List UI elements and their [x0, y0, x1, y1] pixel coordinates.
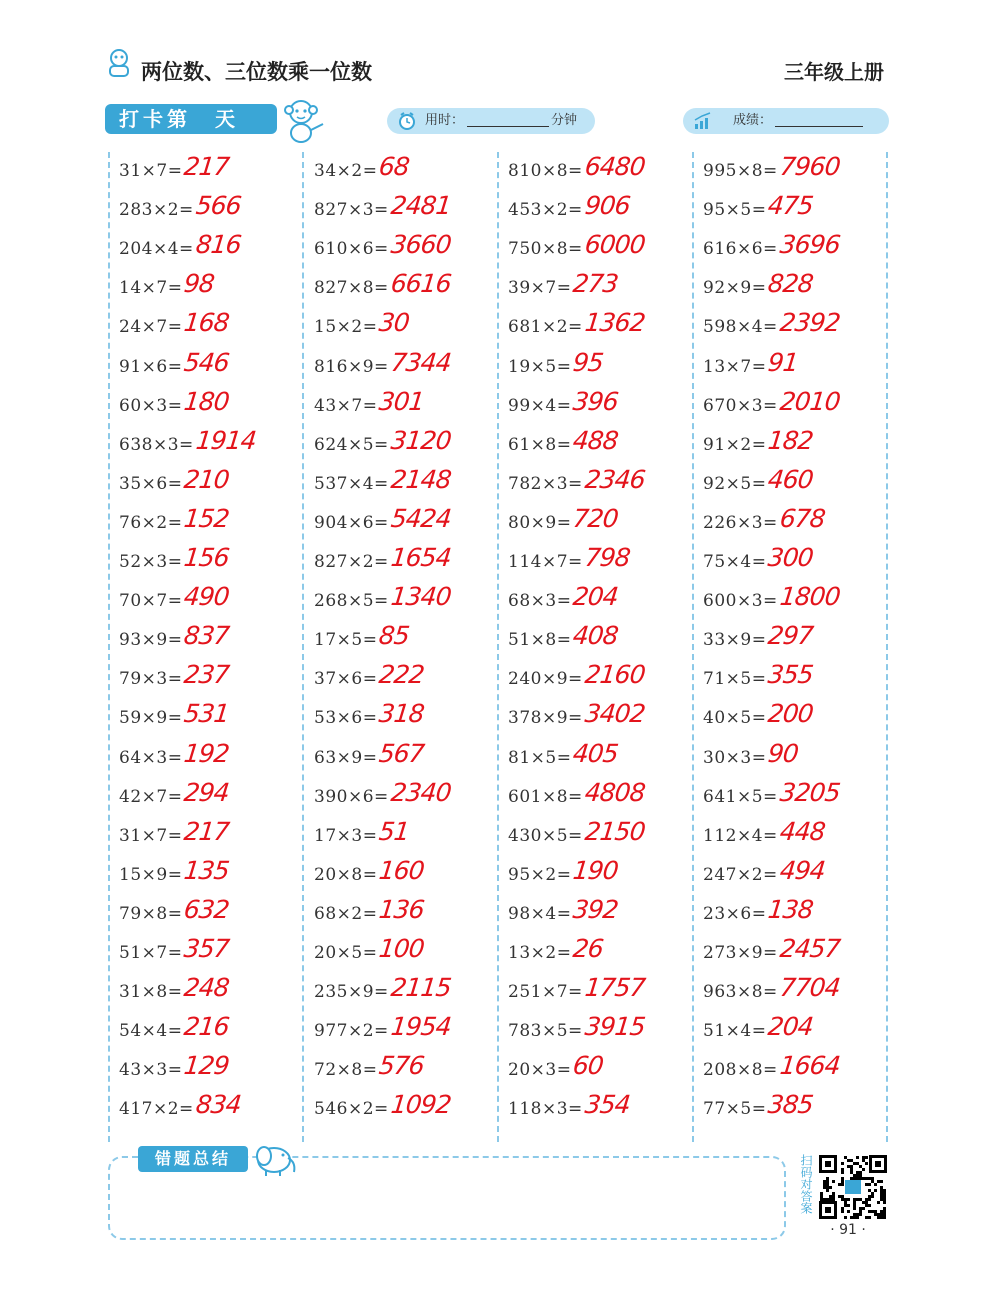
- problem-equation: 81×5=: [508, 747, 572, 768]
- problem-equation: 235×9=: [314, 982, 389, 1003]
- handwritten-answer[interactable]: 396: [571, 386, 620, 416]
- handwritten-answer[interactable]: 152: [182, 503, 231, 533]
- handwritten-answer[interactable]: 448: [778, 816, 827, 846]
- score-blank: [775, 126, 863, 127]
- handwritten-answer[interactable]: 318: [377, 699, 426, 729]
- problem-equation: 14×7=: [119, 278, 183, 299]
- handwritten-answer[interactable]: 6000: [583, 230, 647, 260]
- handwritten-answer[interactable]: 98: [182, 269, 216, 299]
- problem-equation: 378×9=: [508, 708, 583, 729]
- handwritten-answer[interactable]: 294: [182, 777, 231, 807]
- problem-equation: 251×7=: [508, 982, 583, 1003]
- problem-equation: 63×9=: [314, 747, 378, 768]
- problem-equation: 23×6=: [703, 903, 767, 924]
- handwritten-answer[interactable]: 180: [182, 386, 231, 416]
- handwritten-answer[interactable]: 490: [182, 582, 231, 612]
- page-header: [105, 42, 890, 92]
- qr-answer-area[interactable]: [796, 1154, 890, 1224]
- handwritten-answer[interactable]: 204: [766, 1012, 815, 1042]
- handwritten-answer[interactable]: 4808: [583, 777, 647, 807]
- handwritten-answer[interactable]: 51: [377, 816, 411, 846]
- problem-equation: 750×8=: [508, 239, 583, 260]
- problem-equation: 17×3=: [314, 825, 378, 846]
- problem-equation: 31×7=: [119, 161, 183, 181]
- handwritten-answer[interactable]: 7960: [778, 152, 842, 181]
- problem-equation: 71×5=: [703, 669, 767, 690]
- column-divider: [886, 152, 888, 1142]
- problem-equation: 546×2=: [314, 1099, 389, 1120]
- handwritten-answer[interactable]: 156: [182, 543, 231, 572]
- handwritten-answer[interactable]: 354: [583, 1090, 632, 1120]
- problem-equation: 72×8=: [314, 1060, 378, 1081]
- problem-equation: 19×5=: [508, 356, 572, 377]
- problem-equation: 827×2=: [314, 552, 389, 572]
- handwritten-answer[interactable]: 5424: [389, 503, 453, 533]
- problem-equation: 453×2=: [508, 200, 583, 221]
- handwritten-answer[interactable]: 26: [571, 934, 605, 963]
- handwritten-answer[interactable]: 204: [571, 582, 620, 612]
- problem-equation: 95×5=: [703, 200, 767, 221]
- handwritten-answer[interactable]: 85: [377, 621, 411, 651]
- problem-equation: 977×2=: [314, 1021, 389, 1042]
- handwritten-answer[interactable]: 834: [194, 1090, 243, 1120]
- qr-code-icon[interactable]: [818, 1154, 888, 1220]
- problem-equation: 31×7=: [119, 825, 183, 846]
- problem-equation: 226×3=: [703, 512, 778, 533]
- problem-equation: 34×2=: [314, 161, 378, 181]
- page-title: 两位数、三位数乘一位数: [141, 60, 372, 84]
- problem-equation: 30×3=: [703, 747, 767, 768]
- handwritten-answer[interactable]: 3660: [389, 230, 453, 260]
- handwritten-answer[interactable]: 3915: [583, 1012, 647, 1042]
- problem-equation: 93×9=: [119, 630, 183, 651]
- handwritten-answer[interactable]: 100: [377, 934, 426, 963]
- column-divider: [302, 152, 304, 1142]
- handwritten-answer[interactable]: 355: [766, 660, 815, 690]
- problem-equation: 15×9=: [119, 864, 183, 885]
- handwritten-answer[interactable]: 168: [182, 308, 231, 338]
- checkin-bar: [105, 98, 890, 144]
- problem-equation: 610×6=: [314, 239, 389, 260]
- problem-equation: 624×5=: [314, 434, 389, 455]
- handwritten-answer[interactable]: 567: [377, 738, 426, 768]
- problem-equation: 80×9=: [508, 512, 572, 533]
- problem-equation: 13×2=: [508, 943, 572, 963]
- handwritten-answer[interactable]: 135: [182, 855, 231, 885]
- handwritten-answer[interactable]: 3696: [778, 230, 842, 260]
- handwritten-answer[interactable]: 1664: [778, 1051, 842, 1081]
- problem-equation: 417×2=: [119, 1099, 194, 1120]
- problem-equation: 43×7=: [314, 395, 378, 416]
- column-divider: [692, 152, 694, 1142]
- problem-equation: 430×5=: [508, 825, 583, 846]
- problem-equation: 52×3=: [119, 552, 183, 572]
- problem-grid: [108, 152, 888, 1152]
- handwritten-answer[interactable]: 2481: [389, 191, 453, 221]
- problem-equation: 114×7=: [508, 552, 583, 572]
- handwritten-answer[interactable]: 798: [583, 543, 632, 572]
- problem-equation: 783×5=: [508, 1021, 583, 1042]
- handwritten-answer[interactable]: 531: [182, 699, 231, 729]
- handwritten-answer[interactable]: 190: [571, 855, 620, 885]
- problem-equation: 600×3=: [703, 591, 778, 612]
- handwritten-answer[interactable]: 405: [571, 738, 620, 768]
- problem-equation: 79×3=: [119, 669, 183, 690]
- handwritten-answer[interactable]: 546: [182, 347, 231, 377]
- problem-equation: 92×5=: [703, 473, 767, 494]
- handwritten-answer[interactable]: 475: [766, 191, 815, 221]
- handwritten-answer[interactable]: 129: [182, 1051, 231, 1081]
- problem-equation: 76×2=: [119, 512, 183, 533]
- handwritten-answer[interactable]: 1800: [778, 582, 842, 612]
- problem-equation: 816×9=: [314, 356, 389, 377]
- problem-equation: 51×4=: [703, 1021, 767, 1042]
- problem-equation: 17×5=: [314, 630, 378, 651]
- handwritten-answer[interactable]: 357: [182, 934, 231, 963]
- problem-equation: 35×6=: [119, 473, 183, 494]
- problem-equation: 40×5=: [703, 708, 767, 729]
- problem-equation: 283×2=: [119, 200, 194, 221]
- problem-equation: 51×7=: [119, 943, 183, 963]
- handwritten-answer[interactable]: 1757: [583, 973, 647, 1003]
- problem-equation: 51×8=: [508, 630, 572, 651]
- handwritten-answer[interactable]: 7704: [778, 973, 842, 1003]
- handwritten-answer[interactable]: 222: [377, 660, 426, 690]
- problem-equation: 204×4=: [119, 239, 194, 260]
- problem-equation: 92×9=: [703, 278, 767, 299]
- time-field[interactable]: [387, 108, 595, 134]
- handwritten-answer[interactable]: 200: [766, 699, 815, 729]
- handwritten-answer[interactable]: 678: [778, 503, 827, 533]
- problem-equation: 59×9=: [119, 708, 183, 729]
- problem-equation: 782×3=: [508, 473, 583, 494]
- handwritten-answer[interactable]: 90: [766, 738, 800, 768]
- problem-equation: 31×8=: [119, 982, 183, 1003]
- time-unit: 分钟: [551, 113, 578, 128]
- problem-equation: 247×2=: [703, 864, 778, 885]
- handwritten-answer[interactable]: 217: [182, 152, 231, 181]
- handwritten-answer[interactable]: 2010: [778, 386, 842, 416]
- handwritten-answer[interactable]: 91: [766, 347, 800, 377]
- elephant-icon: [250, 1140, 300, 1178]
- handwritten-answer[interactable]: 1092: [389, 1090, 453, 1120]
- handwritten-answer[interactable]: 6616: [389, 269, 453, 299]
- problem-equation: 827×3=: [314, 200, 389, 221]
- problem-equation: 641×5=: [703, 786, 778, 807]
- score-label: 成绩：: [733, 113, 773, 128]
- handwritten-answer[interactable]: 160: [377, 855, 426, 885]
- problem-equation: 53×6=: [314, 708, 378, 729]
- problem-equation: 68×2=: [314, 903, 378, 924]
- problem-equation: 810×8=: [508, 161, 583, 181]
- problem-equation: 61×8=: [508, 434, 572, 455]
- problem-equation: 537×4=: [314, 473, 389, 494]
- problem-equation: 99×4=: [508, 395, 572, 416]
- problem-equation: 64×3=: [119, 747, 183, 768]
- handwritten-answer[interactable]: 6480: [583, 152, 647, 181]
- problem-equation: 24×7=: [119, 317, 183, 338]
- column-divider: [108, 152, 110, 1142]
- handwritten-answer[interactable]: 566: [194, 191, 243, 221]
- handwritten-answer[interactable]: 210: [182, 464, 231, 494]
- handwritten-answer[interactable]: 2148: [389, 464, 453, 494]
- handwritten-answer[interactable]: 2150: [583, 816, 647, 846]
- problem-equation: 33×9=: [703, 630, 767, 651]
- handwritten-answer[interactable]: 192: [182, 738, 231, 768]
- handwritten-answer[interactable]: 300: [766, 543, 815, 572]
- handwritten-answer[interactable]: 408: [571, 621, 620, 651]
- problem-equation: 112×4=: [703, 825, 778, 846]
- problem-equation: 268×5=: [314, 591, 389, 612]
- problem-equation: 681×2=: [508, 317, 583, 338]
- problem-equation: 15×2=: [314, 317, 378, 338]
- handwritten-answer[interactable]: 30: [377, 308, 411, 338]
- problem-equation: 638×3=: [119, 434, 194, 455]
- handwritten-answer[interactable]: 136: [377, 894, 426, 924]
- handwritten-answer[interactable]: 3205: [778, 777, 842, 807]
- handwritten-answer[interactable]: 494: [778, 855, 827, 885]
- score-field[interactable]: [683, 108, 889, 134]
- problem-equation: 70×7=: [119, 591, 183, 612]
- handwritten-answer[interactable]: 576: [377, 1051, 426, 1081]
- handwritten-answer[interactable]: 1362: [583, 308, 647, 338]
- problem-equation: 20×5=: [314, 943, 378, 963]
- problem-equation: 98×4=: [508, 903, 572, 924]
- problem-equation: 598×4=: [703, 317, 778, 338]
- problem-equation: 118×3=: [508, 1099, 583, 1120]
- problem-equation: 54×4=: [119, 1021, 183, 1042]
- problem-equation: 827×8=: [314, 278, 389, 299]
- handwritten-answer[interactable]: 392: [571, 894, 620, 924]
- problem-equation: 37×6=: [314, 669, 378, 690]
- handwritten-answer[interactable]: 488: [571, 425, 620, 455]
- handwritten-answer[interactable]: 297: [766, 621, 815, 651]
- handwritten-answer[interactable]: 828: [766, 269, 815, 299]
- problem-equation: 20×3=: [508, 1060, 572, 1081]
- handwritten-answer[interactable]: 906: [583, 191, 632, 221]
- problem-equation: 77×5=: [703, 1099, 767, 1120]
- handwritten-answer[interactable]: 138: [766, 894, 815, 924]
- handwritten-answer[interactable]: 273: [571, 269, 620, 299]
- checkin-day-label: 打卡第 天: [105, 104, 277, 134]
- problem-equation: 91×6=: [119, 356, 183, 377]
- handwritten-answer[interactable]: 95: [571, 347, 605, 377]
- problem-equation: 616×6=: [703, 239, 778, 260]
- time-label: 用时：: [425, 113, 465, 128]
- handwritten-answer[interactable]: 460: [766, 464, 815, 494]
- problem-equation: 42×7=: [119, 786, 183, 807]
- mascot-logo-icon: [105, 48, 133, 78]
- problem-equation: 39×7=: [508, 278, 572, 299]
- handwritten-answer[interactable]: 837: [182, 621, 231, 651]
- problem-equation: 13×7=: [703, 356, 767, 377]
- clock-icon: [397, 111, 417, 131]
- handwritten-answer[interactable]: 217: [182, 816, 231, 846]
- handwritten-answer[interactable]: 2115: [389, 973, 453, 1003]
- problem-equation: 91×2=: [703, 434, 767, 455]
- page-number: · 91 ·: [830, 1222, 866, 1238]
- problem-equation: 95×2=: [508, 864, 572, 885]
- handwritten-answer[interactable]: 2392: [778, 308, 842, 338]
- handwritten-answer[interactable]: 3120: [389, 425, 453, 455]
- handwritten-answer[interactable]: 1654: [389, 543, 453, 572]
- problem-equation: 995×8=: [703, 161, 778, 181]
- handwritten-answer[interactable]: 816: [194, 230, 243, 260]
- handwritten-answer[interactable]: 2346: [583, 464, 647, 494]
- handwritten-answer[interactable]: 68: [377, 152, 411, 181]
- problem-equation: 60×3=: [119, 395, 183, 416]
- problem-equation: 963×8=: [703, 982, 778, 1003]
- handwritten-answer[interactable]: 248: [182, 973, 231, 1003]
- handwritten-answer[interactable]: 1954: [389, 1012, 453, 1042]
- handwritten-answer[interactable]: 1914: [194, 425, 258, 455]
- handwritten-answer[interactable]: 632: [182, 894, 231, 924]
- handwritten-answer[interactable]: 301: [377, 386, 426, 416]
- qr-caption: 扫码对答案: [799, 1154, 813, 1214]
- grade-label: 三年级上册: [784, 60, 884, 84]
- time-blank: [467, 126, 549, 127]
- handwritten-answer[interactable]: 2340: [389, 777, 453, 807]
- problem-equation: 240×9=: [508, 669, 583, 690]
- problem-equation: 670×3=: [703, 395, 778, 416]
- problem-equation: 68×3=: [508, 591, 572, 612]
- handwritten-answer[interactable]: 216: [182, 1012, 231, 1042]
- monkey-mascot-icon: [277, 96, 329, 144]
- mistake-summary: [108, 1146, 788, 1242]
- handwritten-answer[interactable]: 720: [571, 503, 620, 533]
- handwritten-answer[interactable]: 1340: [389, 582, 453, 612]
- handwritten-answer[interactable]: 385: [766, 1090, 815, 1120]
- problem-equation: 208×8=: [703, 1060, 778, 1081]
- handwritten-answer[interactable]: 60: [571, 1051, 605, 1081]
- problem-equation: 20×8=: [314, 864, 378, 885]
- handwritten-answer[interactable]: 237: [182, 660, 231, 690]
- problem-equation: 79×8=: [119, 903, 183, 924]
- handwritten-answer[interactable]: 182: [766, 425, 815, 455]
- handwritten-answer[interactable]: 2160: [583, 660, 647, 690]
- problem-equation: 273×9=: [703, 943, 778, 963]
- handwritten-answer[interactable]: 7344: [389, 347, 453, 377]
- mistake-summary-label: 错题总结: [138, 1146, 248, 1172]
- growth-chart-icon: [693, 111, 713, 131]
- problem-equation: 601×8=: [508, 786, 583, 807]
- column-divider: [497, 152, 499, 1142]
- problem-equation: 904×6=: [314, 512, 389, 533]
- handwritten-answer[interactable]: 2457: [778, 934, 842, 963]
- problem-equation: 43×3=: [119, 1060, 183, 1081]
- problem-equation: 390×6=: [314, 786, 389, 807]
- problem-equation: 75×4=: [703, 552, 767, 572]
- handwritten-answer[interactable]: 3402: [583, 699, 647, 729]
